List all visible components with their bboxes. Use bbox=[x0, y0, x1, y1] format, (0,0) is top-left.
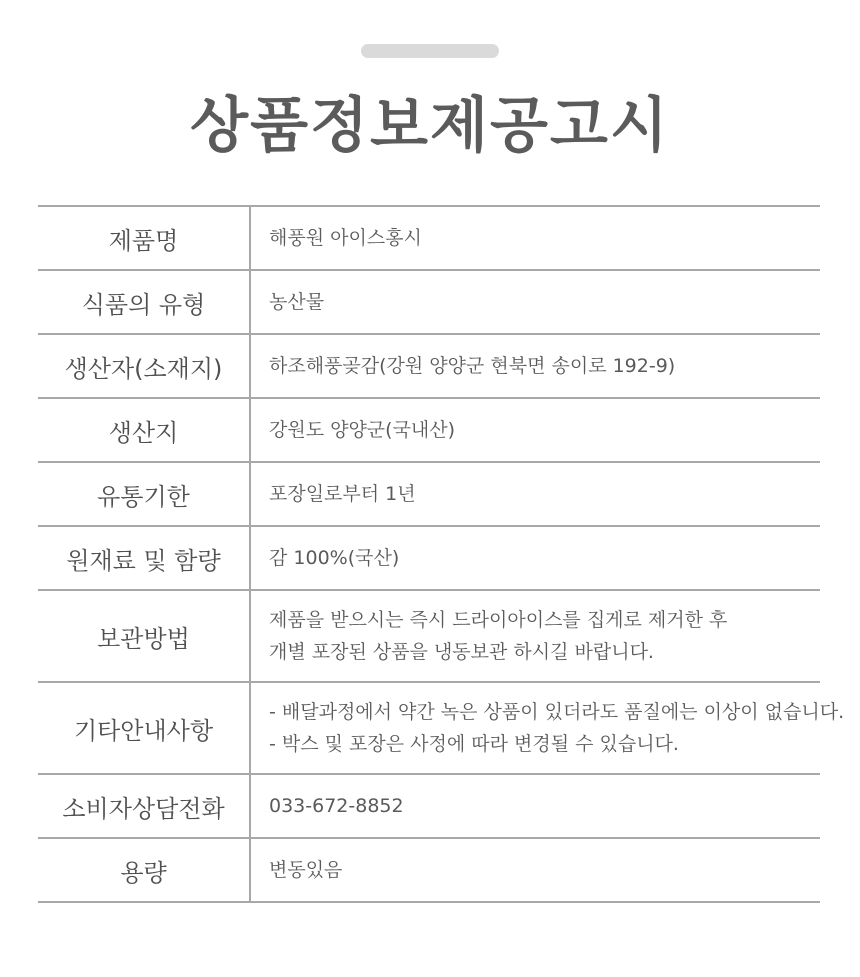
storage-line: 제품을 받으시는 즉시 드라이아이스를 집게로 제거한 후 bbox=[269, 609, 728, 631]
row-label-expiry: 유통기한 bbox=[38, 462, 250, 526]
row-value-product-name: 해풍원 아이스홍시 bbox=[269, 227, 422, 249]
table-row bbox=[38, 334, 820, 398]
table-row bbox=[38, 590, 820, 682]
table-row bbox=[38, 682, 820, 774]
row-value-other-notes bbox=[250, 682, 845, 774]
row-label-consumer-phone: 소비자상담전화 bbox=[38, 774, 250, 838]
storage-line: 개별 포장된 상품을 냉동보관 하시길 바랍니다. bbox=[269, 641, 654, 663]
row-value-food-type: 농산물 bbox=[269, 291, 325, 313]
row-value-consumer-phone: 033-672-8852 bbox=[269, 795, 404, 817]
table-row bbox=[38, 526, 820, 590]
row-value-expiry: 포장일로부터 1년 bbox=[269, 483, 416, 505]
row-value-producer: 하조해풍곶감(강원 양양군 현북면 송이로 192-9) bbox=[269, 355, 676, 377]
row-label-ingredients: 원재료 및 함량 bbox=[38, 526, 250, 590]
table-row bbox=[38, 270, 820, 334]
row-label-origin: 생산지 bbox=[38, 398, 250, 462]
notes-line: - 박스 및 포장은 사정에 따라 변경될 수 있습니다. bbox=[269, 733, 679, 755]
table-row bbox=[38, 462, 820, 526]
table-row bbox=[38, 774, 820, 838]
table-row bbox=[38, 398, 820, 462]
row-label-capacity: 용량 bbox=[38, 838, 250, 902]
page-title: 상품정보제공고시 bbox=[190, 91, 670, 161]
row-label-other-notes: 기타안내사항 bbox=[38, 682, 250, 774]
notes-line: - 배달과정에서 약간 녹은 상품이 있더라도 품질에는 이상이 없습니다. bbox=[269, 701, 845, 723]
top-handle-bar bbox=[361, 44, 499, 58]
row-label-food-type: 식품의 유형 bbox=[38, 270, 250, 334]
row-value-ingredients: 감 100%(국산) bbox=[269, 547, 400, 569]
table-row bbox=[38, 206, 820, 270]
row-label-producer: 생산자(소재지) bbox=[38, 334, 250, 398]
table-row bbox=[38, 838, 820, 902]
row-label-storage: 보관방법 bbox=[38, 590, 250, 682]
product-info-table bbox=[38, 205, 845, 903]
row-label-product-name: 제품명 bbox=[38, 206, 250, 270]
row-value-capacity: 변동있음 bbox=[269, 859, 343, 881]
row-value-origin: 강원도 양양군(국내산) bbox=[269, 419, 456, 441]
row-value-storage bbox=[250, 590, 820, 682]
